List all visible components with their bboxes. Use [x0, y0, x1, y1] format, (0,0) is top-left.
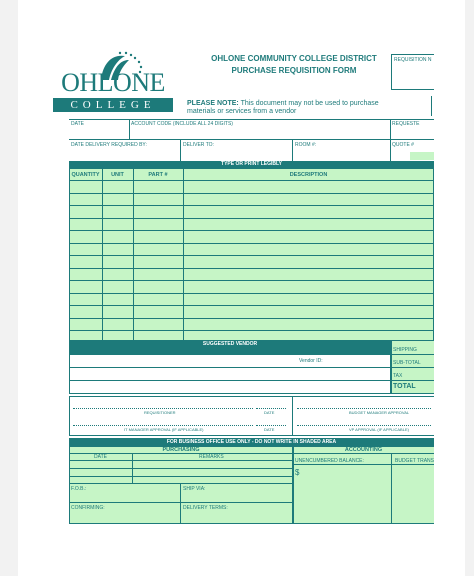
date-label: DATE: [71, 121, 84, 127]
divider: [292, 396, 293, 436]
logo-word-college: COLLEGE: [70, 99, 156, 111]
budget-manager-label: BUDGET MANAGER APPROVAL: [349, 410, 410, 415]
account-code-field[interactable]: [131, 128, 386, 138]
purchasing-header: PURCHASING: [162, 447, 200, 453]
quote-label: QUOTE #: [392, 142, 414, 148]
subtotal-label: SUB-TOTAL: [393, 360, 421, 366]
budget-trans-label: BUDGET TRANS: [395, 458, 434, 464]
manager-approval-line[interactable]: [73, 425, 253, 426]
requisitioner-signature-line[interactable]: [73, 408, 253, 409]
quote-field[interactable]: [410, 152, 434, 160]
manager-approval-label: IT MANAGER APPROVAL (IF APPLICABLE): [124, 427, 204, 432]
requisition-form: [49, 40, 434, 526]
vendor-line: [69, 380, 391, 381]
room-label: ROOM #:: [295, 142, 317, 148]
table-row[interactable]: [69, 180, 434, 181]
requested-by-divider: [431, 96, 432, 116]
table-row[interactable]: [69, 330, 434, 331]
please-note: [187, 100, 397, 116]
shipping-label: SHIPPING: [393, 347, 417, 353]
form-title-line1: OHLONE COMMUNITY COLLEGE DISTRICT: [211, 54, 377, 63]
table-row[interactable]: [69, 280, 434, 281]
bo-line: [69, 468, 293, 469]
table-row[interactable]: [69, 305, 434, 306]
table-row[interactable]: [69, 218, 434, 219]
confirming-label: CONFIRMING:: [71, 505, 105, 511]
type-or-print-banner: TYPE OR PRINT LEGIBLY: [69, 161, 434, 168]
unencumbered-label: UNENCUMBERED BALANCE:: [295, 458, 364, 464]
ship-via-label: SHIP VIA:: [183, 486, 206, 492]
accounting-header: ACCOUNTING: [344, 447, 383, 453]
col-description-header: DESCRIPTION: [289, 172, 328, 178]
table-row[interactable]: [69, 230, 434, 231]
divider: [390, 119, 391, 162]
requisition-number-label: REQUISITION N: [394, 57, 432, 63]
table-row[interactable]: [69, 318, 434, 319]
rule-top: [69, 119, 434, 120]
bo-line: [69, 460, 293, 461]
table-row[interactable]: [69, 205, 434, 206]
divider: [180, 483, 181, 524]
totals-line: [391, 354, 434, 355]
bo-line: [293, 464, 434, 465]
divider: [292, 139, 293, 161]
college-logo: [51, 50, 175, 118]
vendor-box[interactable]: [69, 354, 391, 394]
fob-label: F.O.B.:: [71, 486, 87, 492]
document-page: [18, 0, 465, 576]
vp-approval-line[interactable]: [297, 425, 431, 426]
totals-line: [391, 367, 434, 368]
dollar-sign: $: [295, 468, 300, 477]
delivery-terms-label: DELIVERY TERMS:: [183, 505, 228, 511]
table-row[interactable]: [69, 255, 434, 256]
bo-line: [69, 453, 434, 454]
deliver-to-label: DELIVER TO:: [183, 142, 214, 148]
date2-label: DATE: [264, 427, 275, 432]
vp-approval-label: VP APPROVAL (IF APPLICABLE): [349, 427, 409, 432]
table-row[interactable]: [69, 268, 434, 269]
budget-manager-line[interactable]: [297, 408, 431, 409]
date1-line[interactable]: [256, 408, 286, 409]
vendor-id-label: Vendor ID:: [299, 358, 323, 364]
suggested-vendor-banner: SUGGESTED VENDOR: [69, 340, 391, 354]
bo-line: [69, 476, 293, 477]
table-row[interactable]: [69, 193, 434, 194]
bo-line: [69, 502, 293, 503]
please-note-text: This document may not be used to purchase materials or services from a vendor: [187, 100, 379, 115]
requisitioner-label: REQUISITIONER: [144, 410, 176, 415]
requested-by-label: REQUESTE: [392, 121, 420, 127]
vendor-line: [69, 367, 391, 368]
requisition-number-box[interactable]: [391, 54, 434, 90]
col-part-header: PART #: [148, 172, 168, 178]
logo-word-ohlone: OHLONE: [61, 68, 165, 97]
date2-line[interactable]: [256, 425, 286, 426]
account-code-label: ACCOUNT CODE (INCLUDE ALL 24 DIGITS): [131, 121, 233, 127]
totals-line: [391, 380, 434, 381]
date1-label: DATE: [264, 410, 275, 415]
bo-remarks-label: REMARKS: [199, 454, 224, 460]
total-label: TOTAL: [393, 383, 416, 390]
divider: [129, 119, 130, 139]
form-title-line2: PURCHASE REQUISITION FORM: [231, 66, 357, 75]
bo-date-label: DATE: [94, 454, 107, 460]
tax-label: TAX: [393, 373, 403, 379]
bo-line: [69, 483, 293, 484]
divider: [180, 139, 181, 161]
table-row[interactable]: [69, 293, 434, 294]
col-quantity-header: QUANTITY: [71, 172, 100, 178]
date-delivery-label: DATE DELIVERY REQUIRED BY:: [71, 142, 147, 148]
col-unit-header: UNIT: [111, 172, 124, 178]
rule-mid: [69, 139, 434, 140]
table-row[interactable]: [69, 243, 434, 244]
business-office-banner: FOR BUSINESS OFFICE USE ONLY - DO NOT WRITE IN SHADED AREA: [69, 438, 434, 446]
please-note-label: PLEASE NOTE:: [187, 100, 239, 107]
